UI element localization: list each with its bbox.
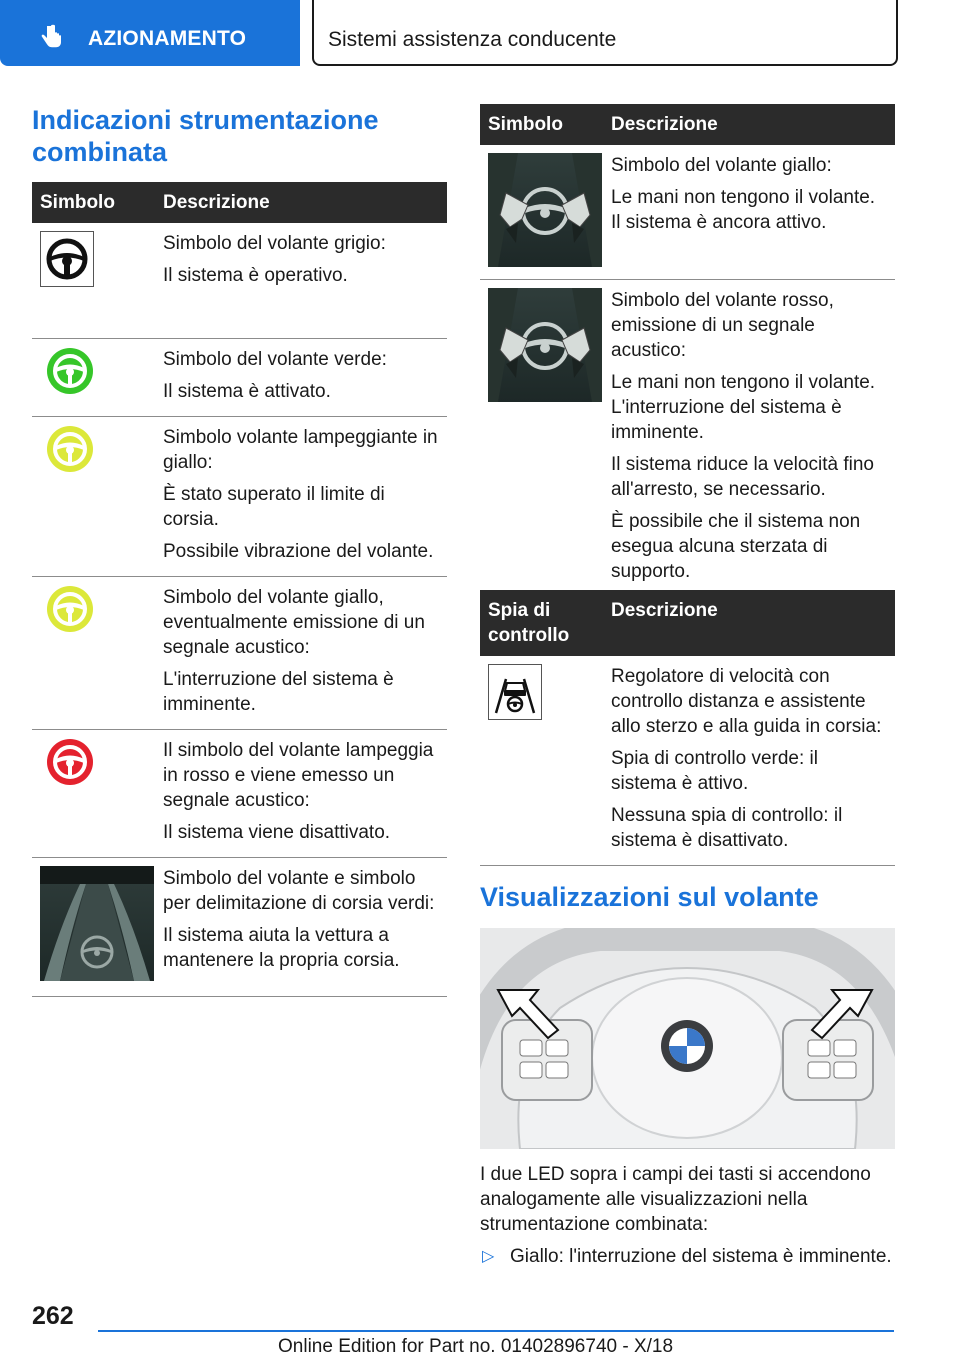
ind-line3: Nessuna spia di controllo: il sistema è disattivato.: [611, 805, 843, 851]
page-header: [0, 0, 960, 66]
footer-divider: [98, 1330, 894, 1332]
cruise-lane-assist-icon: [488, 664, 542, 720]
page-title: [32, 104, 452, 168]
r-row2-line2: Le mani non tengono il volante. L'interruzione del sistema è imminente.: [611, 371, 876, 443]
table-row: [32, 416, 447, 576]
section-tab[interactable]: [0, 0, 300, 66]
symbol-table-left: [32, 182, 447, 997]
table-row: [480, 145, 895, 279]
table-header-row: [480, 104, 895, 145]
row4-line2: L'interruzione del sistema è imminente.: [163, 668, 394, 715]
table-header-row: [32, 182, 447, 223]
r-row1-line1: Simbolo del volante giallo:: [611, 155, 832, 176]
steering-wheel-green-icon: [46, 347, 94, 395]
row5-line2: Il sistema viene disattivato.: [163, 821, 391, 843]
row3-line2: È stato superato il limite di corsia.: [163, 483, 385, 530]
page-number: 262: [32, 1302, 74, 1330]
col-description: Descrizione: [155, 182, 447, 223]
row1-line2: Il sistema è operativo.: [163, 265, 348, 286]
footer-edition: Online Edition for Part no. 01402896740 - X/18: [278, 1336, 674, 1357]
row2-line2: Il sistema è attivato.: [163, 380, 331, 402]
ind-line1: Regolatore di velocità con controllo distanza e assistente allo sterzo e alla guida in corsia:: [611, 666, 882, 737]
col-symbol: Simbolo: [32, 182, 155, 223]
steering-wheel-red-icon: [46, 738, 94, 786]
row4-line1: Simbolo del volante giallo, eventualmente emissione di un segnale acustico:: [163, 586, 425, 658]
table-row: [32, 729, 447, 857]
r-row1-line2: Le mani non tengono il volante. Il sistema è ancora attivo.: [611, 187, 876, 233]
hands-off-yellow-image: [488, 153, 602, 267]
triangle-bullet-icon: ▷: [482, 1248, 495, 1265]
steering-display-title: Visualizzazioni sul volante: [480, 882, 819, 912]
steering-wheel-gray-icon: [40, 231, 94, 287]
indicator-table: [480, 590, 895, 866]
row6-line2: Il sistema aiuta la vettura a mantenere la propria corsia.: [163, 924, 400, 971]
table-row: [480, 656, 895, 866]
col-description: Descrizione: [603, 104, 895, 145]
table-row: [32, 338, 447, 416]
page-title-line2: combinata: [32, 137, 168, 167]
row3-line3: Possibile vibrazione del volante.: [163, 540, 434, 562]
lane-wheel-image: [40, 866, 154, 981]
r-row2-line3: Il sistema riduce la velocità fino all'arresto, se necessario.: [611, 453, 874, 500]
table-row: [32, 857, 447, 996]
led-paragraph: I due LED sopra i campi dei tasti si accendono analogamente alle visualizzazioni nella strumentazione combinata:: [480, 1164, 871, 1235]
section-label: AZIONAMENTO: [88, 27, 247, 50]
page-title-line1: Indicazioni strumentazione: [32, 105, 379, 135]
bullet-text: Giallo: l'interruzione del sistema è imminente.: [510, 1246, 892, 1267]
hands-off-red-image: [488, 288, 602, 402]
steering-wheel-image: [480, 928, 895, 1149]
row1-line1: Simbolo del volante grigio:: [163, 233, 386, 254]
table-header-row: [480, 590, 895, 656]
ind-line2: Spia di controllo verde: il sistema è attivo.: [611, 748, 818, 794]
chapter-label: Sistemi assistenza conducente: [328, 28, 617, 51]
row5-line1: Il simbolo del volante lampeggia in rosso e viene emesso un segnale acustico:: [163, 739, 434, 811]
symbol-table-right: [480, 104, 895, 597]
table-row: [32, 576, 447, 729]
col-indicator: Spia di controllo: [480, 590, 603, 656]
table-row: [480, 279, 895, 596]
table-row: [32, 223, 447, 338]
col-description: Descrizione: [603, 590, 895, 656]
steering-wheel-yellow-blinking-icon: [46, 425, 94, 473]
r-row2-line1: Simbolo del volante rosso, emissione di un segnale acustico:: [611, 289, 834, 361]
hand-pointer-icon: [38, 24, 64, 50]
row6-line1: Simbolo del volante e simbolo per delimitazione di corsia verdi:: [163, 867, 435, 914]
chapter-tab[interactable]: [312, 0, 898, 66]
r-row2-line4: È possibile che il sistema non esegua alcuna sterzata di supporto.: [611, 510, 861, 582]
steering-wheel-yellow-icon: [46, 585, 94, 633]
col-symbol: Simbolo: [480, 104, 603, 145]
row2-line1: Simbolo del volante verde:: [163, 348, 387, 370]
row3-line1: Simbolo volante lampeggiante in giallo:: [163, 426, 438, 473]
